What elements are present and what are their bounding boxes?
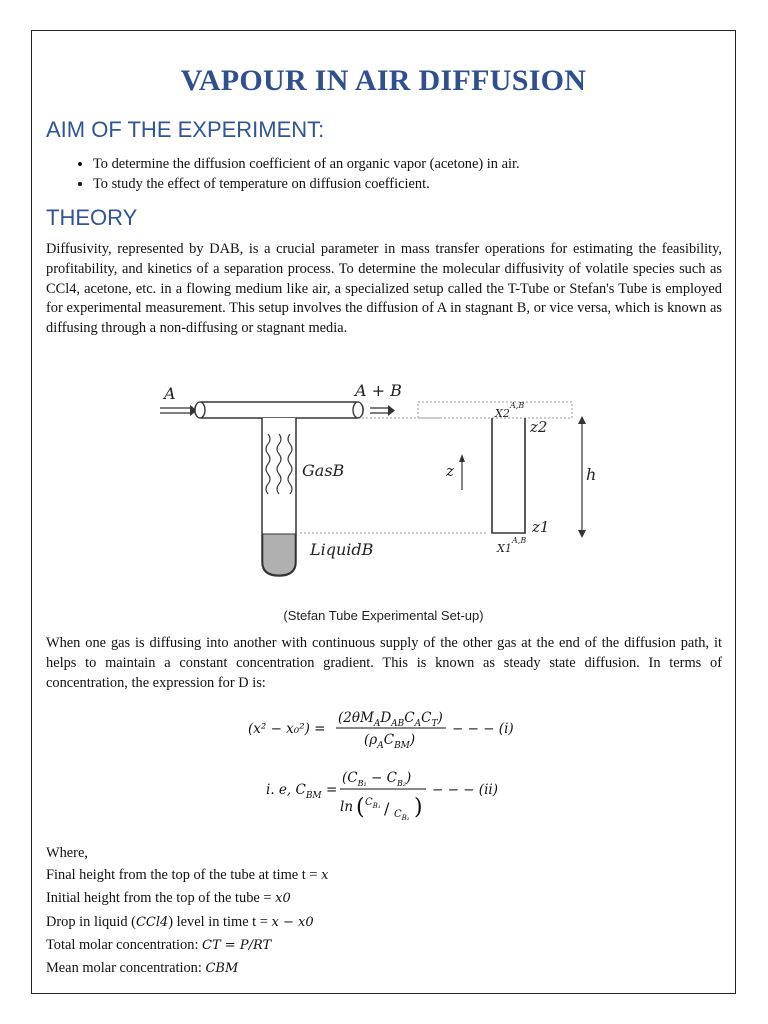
theory-heading: THEORY	[46, 205, 138, 230]
where-line: Final height from the top of the tube at time t = x	[46, 867, 329, 884]
inlet-label: A	[164, 384, 176, 403]
eq1-numerator: (2θM	[338, 710, 374, 726]
where-line: Drop in liquid (CCl4) level in time t = x − x0	[46, 913, 314, 930]
svg-text:CB₂: $C_{B_2}$	[394, 809, 410, 822]
z1-label: z1	[532, 518, 550, 536]
eq1-lhs: (x² − x₀²) =	[248, 721, 326, 737]
eq1-tag: − − − (i)	[452, 721, 514, 737]
aim-list	[46, 154, 520, 194]
eq2-tag: − − − (ii)	[432, 782, 498, 798]
where-line: Mean molar concentration: CBM	[46, 960, 239, 977]
eq2-lhs: i. e, C	[266, 782, 306, 798]
svg-text:(2θMADABCACT): $(2\theta M_AD_{AB}C_AC_T)$	[338, 710, 443, 729]
aim-heading: AIM OF THE EXPERIMENT:	[46, 117, 325, 142]
gas-label: GasB	[302, 461, 345, 480]
svg-text:(: (	[356, 795, 365, 820]
height-label: h	[586, 465, 597, 484]
eq1-denominator: (ρ	[364, 732, 378, 748]
aim-item: • To determine the diffusion coefficient of an organic vapor (acetone) in air.	[93, 154, 520, 174]
theory-paragraph-2: When one gas is diffusing into another with continuous supply of the other gas at the end of the diffusion path, it helps to maintain a constant concentration gradient. This is known as steady state diffusion. In terms of concentration, the expression for D is:	[46, 635, 722, 691]
liquid-label: LiquidB	[310, 540, 374, 559]
x1-label: X1	[497, 542, 512, 555]
svg-text:i. e, CBM =: i. e, $C_{BM}$ =	[266, 782, 338, 801]
z-axis-label: z	[446, 462, 454, 480]
figure-caption: (Stefan Tube Experimental Set-up)	[283, 608, 484, 623]
svg-text:): )	[414, 795, 423, 820]
stefan-tube-diagram	[150, 372, 620, 584]
z2-label: z2	[530, 418, 548, 436]
equation-2	[264, 764, 514, 826]
theory-paragraph-1: Diffusivity, represented by DAB, is a crucial parameter in mass transfer operations for estimating the feasibility, profitability, and kinetics of a separation process. To determine the molecular diffusivity of volatile species such as CCl4, acetone, etc. in a flowing medium like air, a specialized setup called the T-Tube or Stefan's Tube is employed for experimental measurement. This setup involves the diffusion of A in stagnant B, or vice versa, which is known as diffusing through a non-diffusing or stagnant media.	[46, 241, 722, 337]
x1-sup-label: A,B	[512, 536, 527, 545]
svg-text:(CB₁ − CB₂): $(C_{B_1} - C_{B_2})$	[342, 770, 412, 788]
svg-text:/: /	[384, 799, 390, 818]
equation-1	[246, 705, 536, 749]
where-label: Where,	[46, 845, 88, 861]
outlet-label: A + B	[355, 381, 402, 400]
svg-text:(ρACBM): $(\rho_AC_{BM})$	[364, 732, 416, 749]
where-line: Total molar concentration: CT = P/RT	[46, 936, 272, 953]
svg-text:CB₁: $C_{B_1}$	[365, 797, 381, 810]
x2-label: X2	[495, 407, 510, 420]
where-list	[46, 842, 328, 980]
aim-item: • To study the effect of temperature on diffusion coefficient.	[93, 174, 520, 194]
where-line: Initial height from the top of the tube = x0	[46, 890, 291, 907]
page-title: VAPOUR IN AIR DIFFUSION	[180, 64, 587, 97]
svg-text:ln: ln	[340, 799, 354, 815]
x2-sup-label: A,B	[510, 401, 525, 410]
